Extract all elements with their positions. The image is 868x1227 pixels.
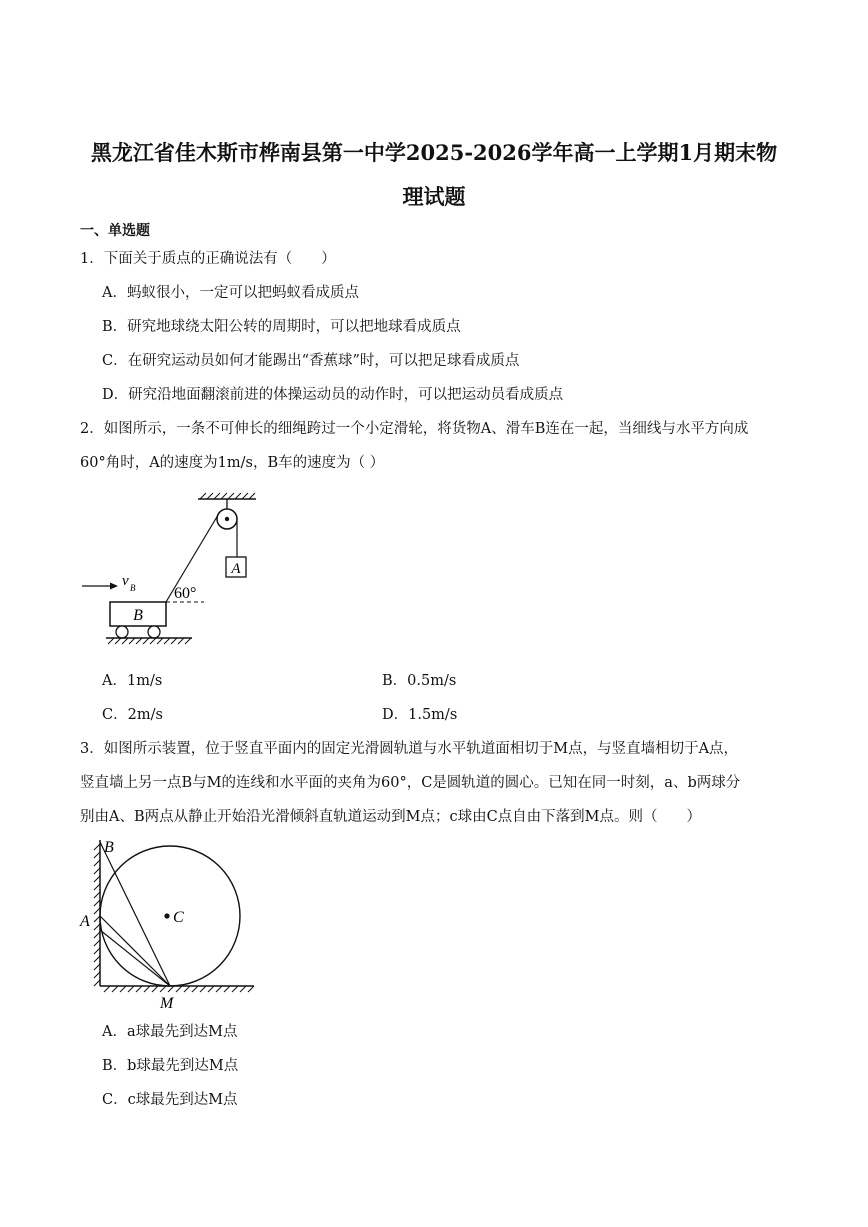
q2-option-d: D．1.5m/s bbox=[382, 707, 458, 723]
page-title-line2: 理试题 bbox=[402, 184, 466, 209]
q3-option-c: C．c球最先到达M点 bbox=[102, 1092, 238, 1108]
page-title-line1: 黑龙江省佳木斯市桦南县第一中学2025-2026学年高一上学期1月期末物 bbox=[90, 140, 778, 165]
section-heading: 一、单选题 bbox=[80, 223, 150, 239]
q2-option-b: B．0.5m/s bbox=[382, 673, 457, 689]
q2-velocity-label: v bbox=[122, 573, 129, 589]
q3-label-b: B bbox=[104, 839, 114, 856]
q2-velocity-subscript: B bbox=[130, 583, 136, 593]
q2-label-b: B bbox=[133, 607, 143, 624]
q3-label-m: M bbox=[160, 995, 174, 1012]
q1-option-a: A．蚂蚁很小，一定可以把蚂蚁看成质点 bbox=[102, 285, 359, 301]
q2-option-c: C．2m/s bbox=[102, 707, 163, 723]
q2-stem-line2: 60°角时，A的速度为1m/s，B车的速度为（ ） bbox=[80, 455, 385, 471]
q3-label-c: C bbox=[173, 909, 184, 926]
q3-option-b: B．b球最先到达M点 bbox=[102, 1058, 239, 1074]
q3-stem-line2: 竖直墙上另一点B与M的连线和水平面的夹角为60°，C是圆轨道的圆心。已知在同一时刻，a、b两球分 bbox=[80, 775, 741, 791]
q1-option-c: C．在研究运动员如何才能踢出“香蕉球”时，可以把足球看成质点 bbox=[102, 353, 520, 369]
q1-option-d: D．研究沿地面翻滚前进的体操运动员的动作时，可以把运动员看成质点 bbox=[102, 387, 564, 403]
q2-option-a: A．1m/s bbox=[102, 673, 163, 689]
q3-label-a: A bbox=[80, 913, 90, 930]
q1-stem: 1．下面关于质点的正确说法有（ ） bbox=[80, 251, 336, 267]
q2-label-a: A bbox=[231, 561, 241, 577]
q1-option-b: B．研究地球绕太阳公转的周期时，可以把地球看成质点 bbox=[102, 319, 461, 335]
q2-angle-label: 60° bbox=[174, 585, 197, 602]
q3-circle-track-figure bbox=[74, 834, 264, 1014]
q3-stem-line3: 别由A、B两点从静止开始沿光滑倾斜直轨道运动到M点；c球由C点自由下落到M点。则（ ） bbox=[80, 809, 702, 825]
q3-option-a: A．a球最先到达M点 bbox=[102, 1024, 238, 1040]
q2-pulley-figure bbox=[70, 485, 270, 655]
q3-stem-line1: 3．如图所示装置，位于竖直平面内的固定光滑圆轨道与水平轨道面相切于M点，与竖直墙相切于A点， bbox=[80, 741, 739, 757]
q2-stem-line1: 2．如图所示，一条不可伸长的细绳跨过一个小定滑轮，将货物A、滑车B连在一起，当细线与水平方向成 bbox=[80, 421, 749, 437]
